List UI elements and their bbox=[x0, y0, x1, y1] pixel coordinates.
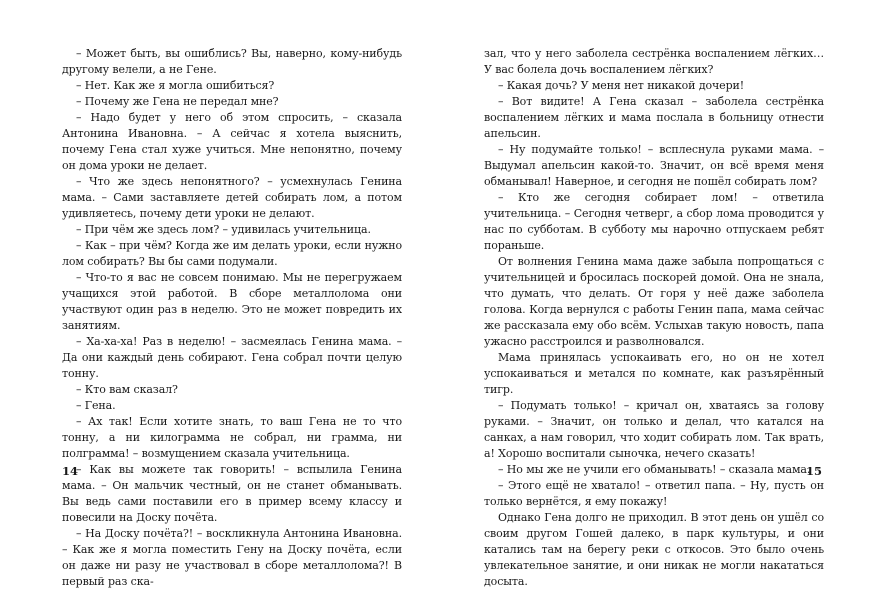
paragraph: – Надо будет у него об этом спросить, – сказала Антонина Ивановна. – А сейчас я хотела выяснить, почему Гена стал хуже учиться. Мне непонятно, почему он дома уроки не делает. bbox=[62, 111, 402, 172]
paragraph: – Нет. Как же я могла ошибиться? bbox=[76, 79, 275, 92]
paragraph-continuation: зал, что у него заболела сестрёнка воспалением лёгких… У вас болела дочь воспалением лёгких? bbox=[484, 47, 824, 76]
paragraph: – При чём же здесь лом? – удивилась учительница. bbox=[76, 223, 371, 236]
paragraph: От волнения Генина мама даже забыла попрощаться с учительницей и бросилась поскорей домой. Она не знала, что думать, что делать. От горя у неё даже заболела голова. Когда вернулся с работы Генин папа, мама сейчас же рассказала ему обо всём. Услыхав такую новость, папа ужасно расстроился и разволновался. bbox=[484, 255, 824, 348]
paragraph: Однако Гена долго не приходил. В этот день он ушёл со своим другом Гошей далеко, в парк культуры, и они катались там на берегу реки с откосов. Это было очень увлекательное занятие, и они никак не могли накататься досыта. bbox=[484, 511, 824, 588]
paragraph: – На Доску почёта?! – воскликнула Антонина Ивановна. – Как же я могла поместить Гену на Доску почёта, если он даже ни разу не участвовал в сборе металлолома?! В первый раз ска- bbox=[62, 527, 402, 588]
page-number-left: 14 bbox=[62, 464, 79, 478]
paragraph: – Вот видите! А Гена сказал – заболела сестрёнка воспалением лёгких и мама послала в больницу отнести апельсин. bbox=[484, 95, 824, 140]
left-page-text bbox=[62, 46, 402, 590]
paragraph: – Ну подумайте только! – всплеснула руками мама. – Выдумал апельсин какой-то. Значит, он всё время меня обманывал! Наверное, и сегодня не пошёл собирать лом? bbox=[484, 143, 824, 188]
paragraph: – Этого ещё не хватало! – ответил папа. – Ну, пусть он только вернётся, я ему покажу! bbox=[484, 479, 824, 508]
paragraph: – Подумать только! – кричал он, хватаясь за голову руками. – Значит, он только и делал, что катался на санках, а нам говорил, что ходит собирать лом. Так врать, а! Хорошо воспитали сыночка, нечего сказать! bbox=[484, 399, 824, 460]
paragraph: – Что же здесь непонятного? – усмехнулась Генина мама. – Сами заставляете детей собирать лом, а потом удивляетесь, почему дети уроки не делают. bbox=[62, 175, 402, 220]
paragraph: – Кто вам сказал? bbox=[76, 383, 178, 396]
paragraph: – Как – при чём? Когда же им делать уроки, если нужно лом собирать? Вы бы сами подумали. bbox=[62, 239, 402, 268]
paragraph: – Ах так! Если хотите знать, то ваш Гена не то что тонну, а ни килограмма не собрал, ни грамма, ни полграмма! – возмущением сказала учительница. bbox=[62, 415, 402, 460]
right-page-text bbox=[484, 46, 824, 590]
paragraph: Мама принялась успокаивать его, но он не хотел успокаиваться и метался по комнате, как разъярённый тигр. bbox=[484, 351, 824, 396]
paragraph: – Какая дочь? У меня нет никакой дочери! bbox=[498, 79, 745, 92]
paragraph: – Как вы можете так говорить! – вспылила Генина мама. – Он мальчик честный, он не станет обманывать. Вы ведь сами поставили его в пример всему классу и повесили на Доску почёта. bbox=[62, 463, 402, 524]
paragraph: – Но мы же не учили его обманывать! – сказала мама. bbox=[498, 463, 811, 476]
paragraph: – Кто же сегодня собирает лом! – ответила учительница. – Сегодня четверг, а сбор лома проводится у нас по субботам. В субботу мы нарочно отпускаем ребят пораньше. bbox=[484, 191, 824, 252]
paragraph: – Ха-ха-ха! Раз в неделю! – засмеялась Генина мама. – Да они каждый день собирают. Гена собрал почти целую тонну. bbox=[62, 335, 402, 380]
paragraph: – Что-то я вас не совсем понимаю. Мы не перегружаем учащихся этой работой. В сборе металлолома они участвуют один раз в неделю. Это не может повредить их занятиям. bbox=[62, 271, 402, 332]
paragraph: – Почему же Гена не передал мне? bbox=[76, 95, 279, 108]
paragraph: – Гена. bbox=[76, 399, 116, 412]
paragraph: – Может быть, вы ошиблись? Вы, наверно, кому-нибудь другому велели, а не Гене. bbox=[62, 47, 402, 76]
page-number-right: 15 bbox=[806, 464, 823, 478]
